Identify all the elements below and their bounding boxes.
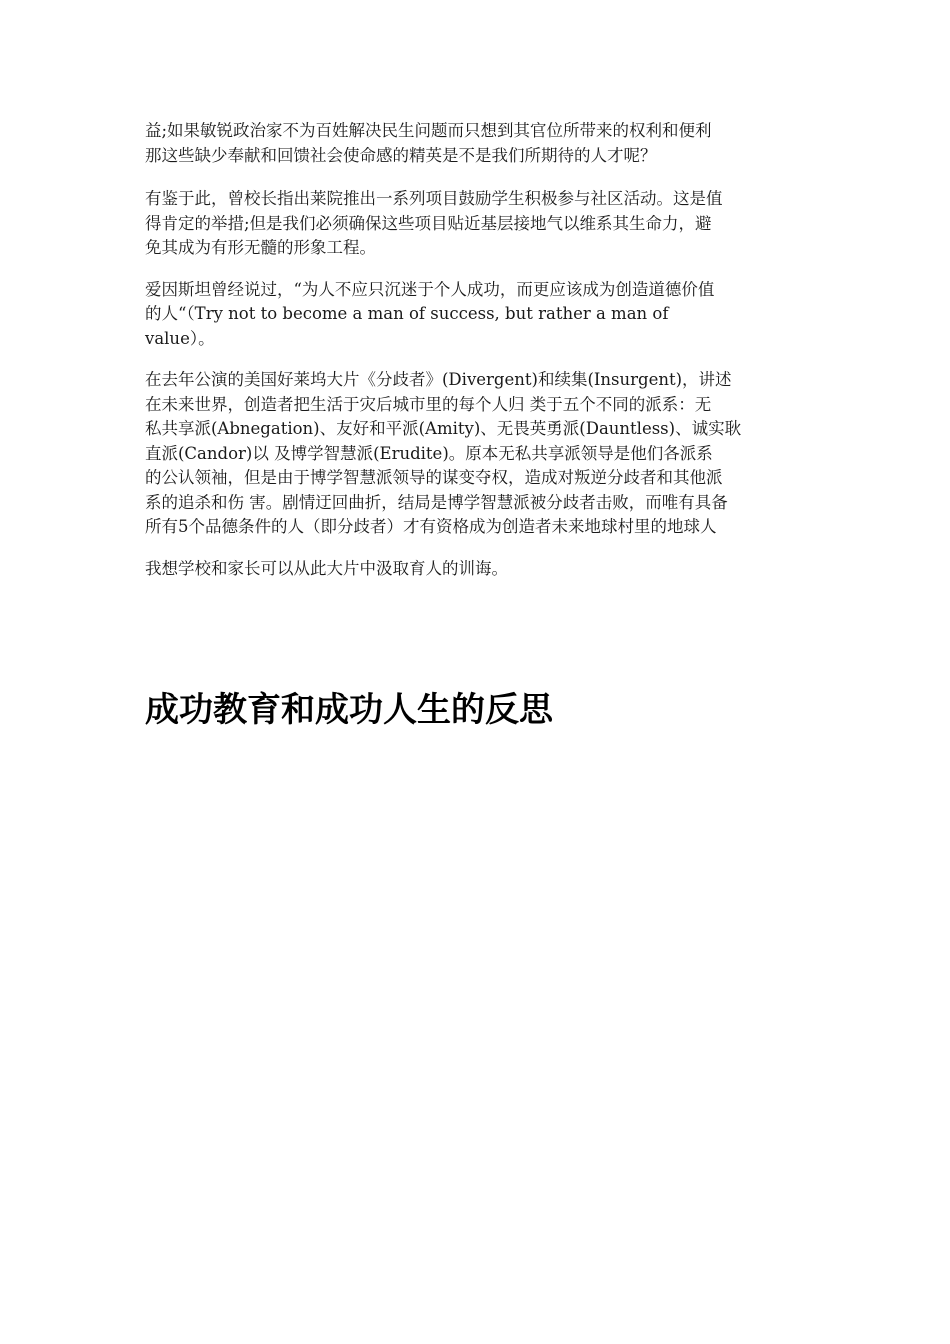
section-heading: 成功教育和成功人生的反思 xyxy=(145,690,553,730)
paragraph-4: 在去年公演的美国好莱坞大片《分歧者》(Divergent)和续集(Insurgent)，讲述 在未来世界，创造者把生活于灾后城市里的每个人归 类于五个不同的派系：无 私共享派(Abnegation)、友好和平派(Amity)、无畏英勇派(Dauntless)、诚实耿 直派(Candor)以 及博学智慧派(Erudite)。原本无私共享派领导是他们各派系 的公认领袖，但是由于博学智慧派领导的谋变夺权，造成对叛逆分歧者和其他派 系的追杀和伤 害。剧情迂回曲折，结局是博学智慧派被分歧者击败，而唯有具备 所有5个品德条件的人（即分歧者）才有资格成为创造者未来地球村里的地球人 xyxy=(145,370,742,536)
paragraph-1: 益;如果敏锐政治家不为百姓解决民生问题而只想到其官位所带来的权利和便利 那这些缺少奉献和回馈社会使命感的精英是不是我们所期待的人才呢？ xyxy=(145,121,712,165)
paragraph-2: 有鉴于此，曾校长指出莱院推出一系列项目鼓励学生积极参与社区活动。这是值 得肯定的举措;但是我们必须确保这些项目贴近基层接地气以维系其生命力，避 免其成为有形无髓的形象工程。 xyxy=(145,189,723,257)
paragraph-3: 爱因斯坦曾经说过，“为人不应只沉迷于个人成功，而更应该成为创造道德价值 的人“（Try not to become a man of success, but rather a man of value）。 xyxy=(145,279,715,348)
paragraph-5: 我想学校和家长可以从此大片中汲取育人的训诲。 xyxy=(145,558,508,578)
document-body xyxy=(145,119,810,598)
